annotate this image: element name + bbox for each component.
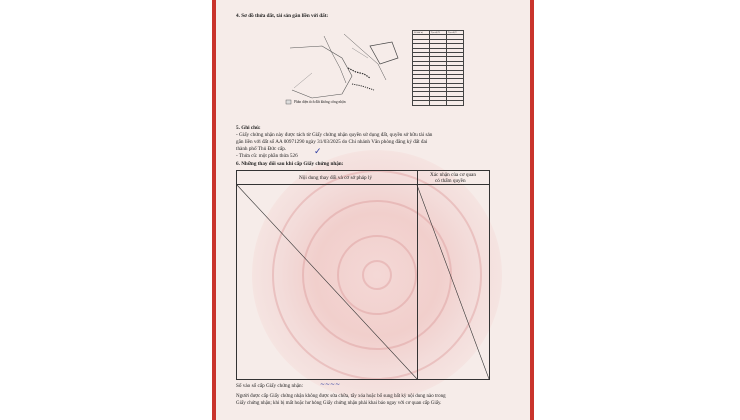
coordinate-table [412, 30, 464, 106]
certificate-page [212, 0, 534, 420]
land-plot-map [282, 28, 402, 108]
footer-note-2: Giấy chứng nhận; khi bị mất hoặc hư hỏng Giấy chứng nhận phải khai báo ngay với cơ quan cấp Giấy. [236, 401, 442, 406]
footer-notice [236, 393, 534, 407]
table-header-content: Nội dung thay đổi và cơ sở pháp lý [299, 175, 372, 181]
note-line-1: - Giấy chứng nhận này được tách từ Giấy chứng nhận quyền sử dụng đất, quyền sở hữu tài sản [236, 132, 433, 138]
changes-table [236, 170, 490, 380]
book-number-label: Số vào sổ cấp Giấy chứng nhận: [236, 383, 304, 389]
section-4-title: 4. Sơ đồ thửa đất, tài sản gắn liền với đất: [236, 13, 329, 19]
handwritten-book-number: ~~~~ [320, 381, 341, 388]
right-red-border [530, 0, 534, 420]
coord-header-x: Tọa độ X [429, 31, 446, 35]
section-6-title: 6. Những thay đổi sau khi cấp Giấy chứng nhận: [236, 161, 344, 167]
table-header-confirm-1: Xác nhận của cơ quan [430, 172, 476, 178]
note-line-2: gắn liền với đất số AA 00971290 ngày 31/03/2025 do Chi nhánh Văn phòng đăng ký đất đai [236, 139, 428, 145]
map-legend: Phần diện tích đất không công nhận [294, 100, 346, 104]
table-header-confirm-2: có thẩm quyền [435, 178, 466, 184]
note-line-3: thành phố Thủ Đức cấp. [236, 146, 287, 152]
section-5-title: 5. Ghi chú: [236, 125, 261, 131]
table-strike-lines [237, 171, 489, 379]
coord-header-stt: Số thứ tự [413, 31, 430, 35]
left-red-border [212, 0, 216, 420]
handwritten-check-mark: ✓ [314, 147, 322, 157]
coord-header-y: Tọa độ Y [446, 31, 463, 35]
footer-note-1: Người được cấp Giấy chứng nhận không được sửa chữa, tẩy xóa hoặc bổ sung bất kỳ nội dung nào trong [236, 394, 446, 399]
note-line-4: - Thửa cũ: một phần thửa 526 [236, 153, 298, 159]
